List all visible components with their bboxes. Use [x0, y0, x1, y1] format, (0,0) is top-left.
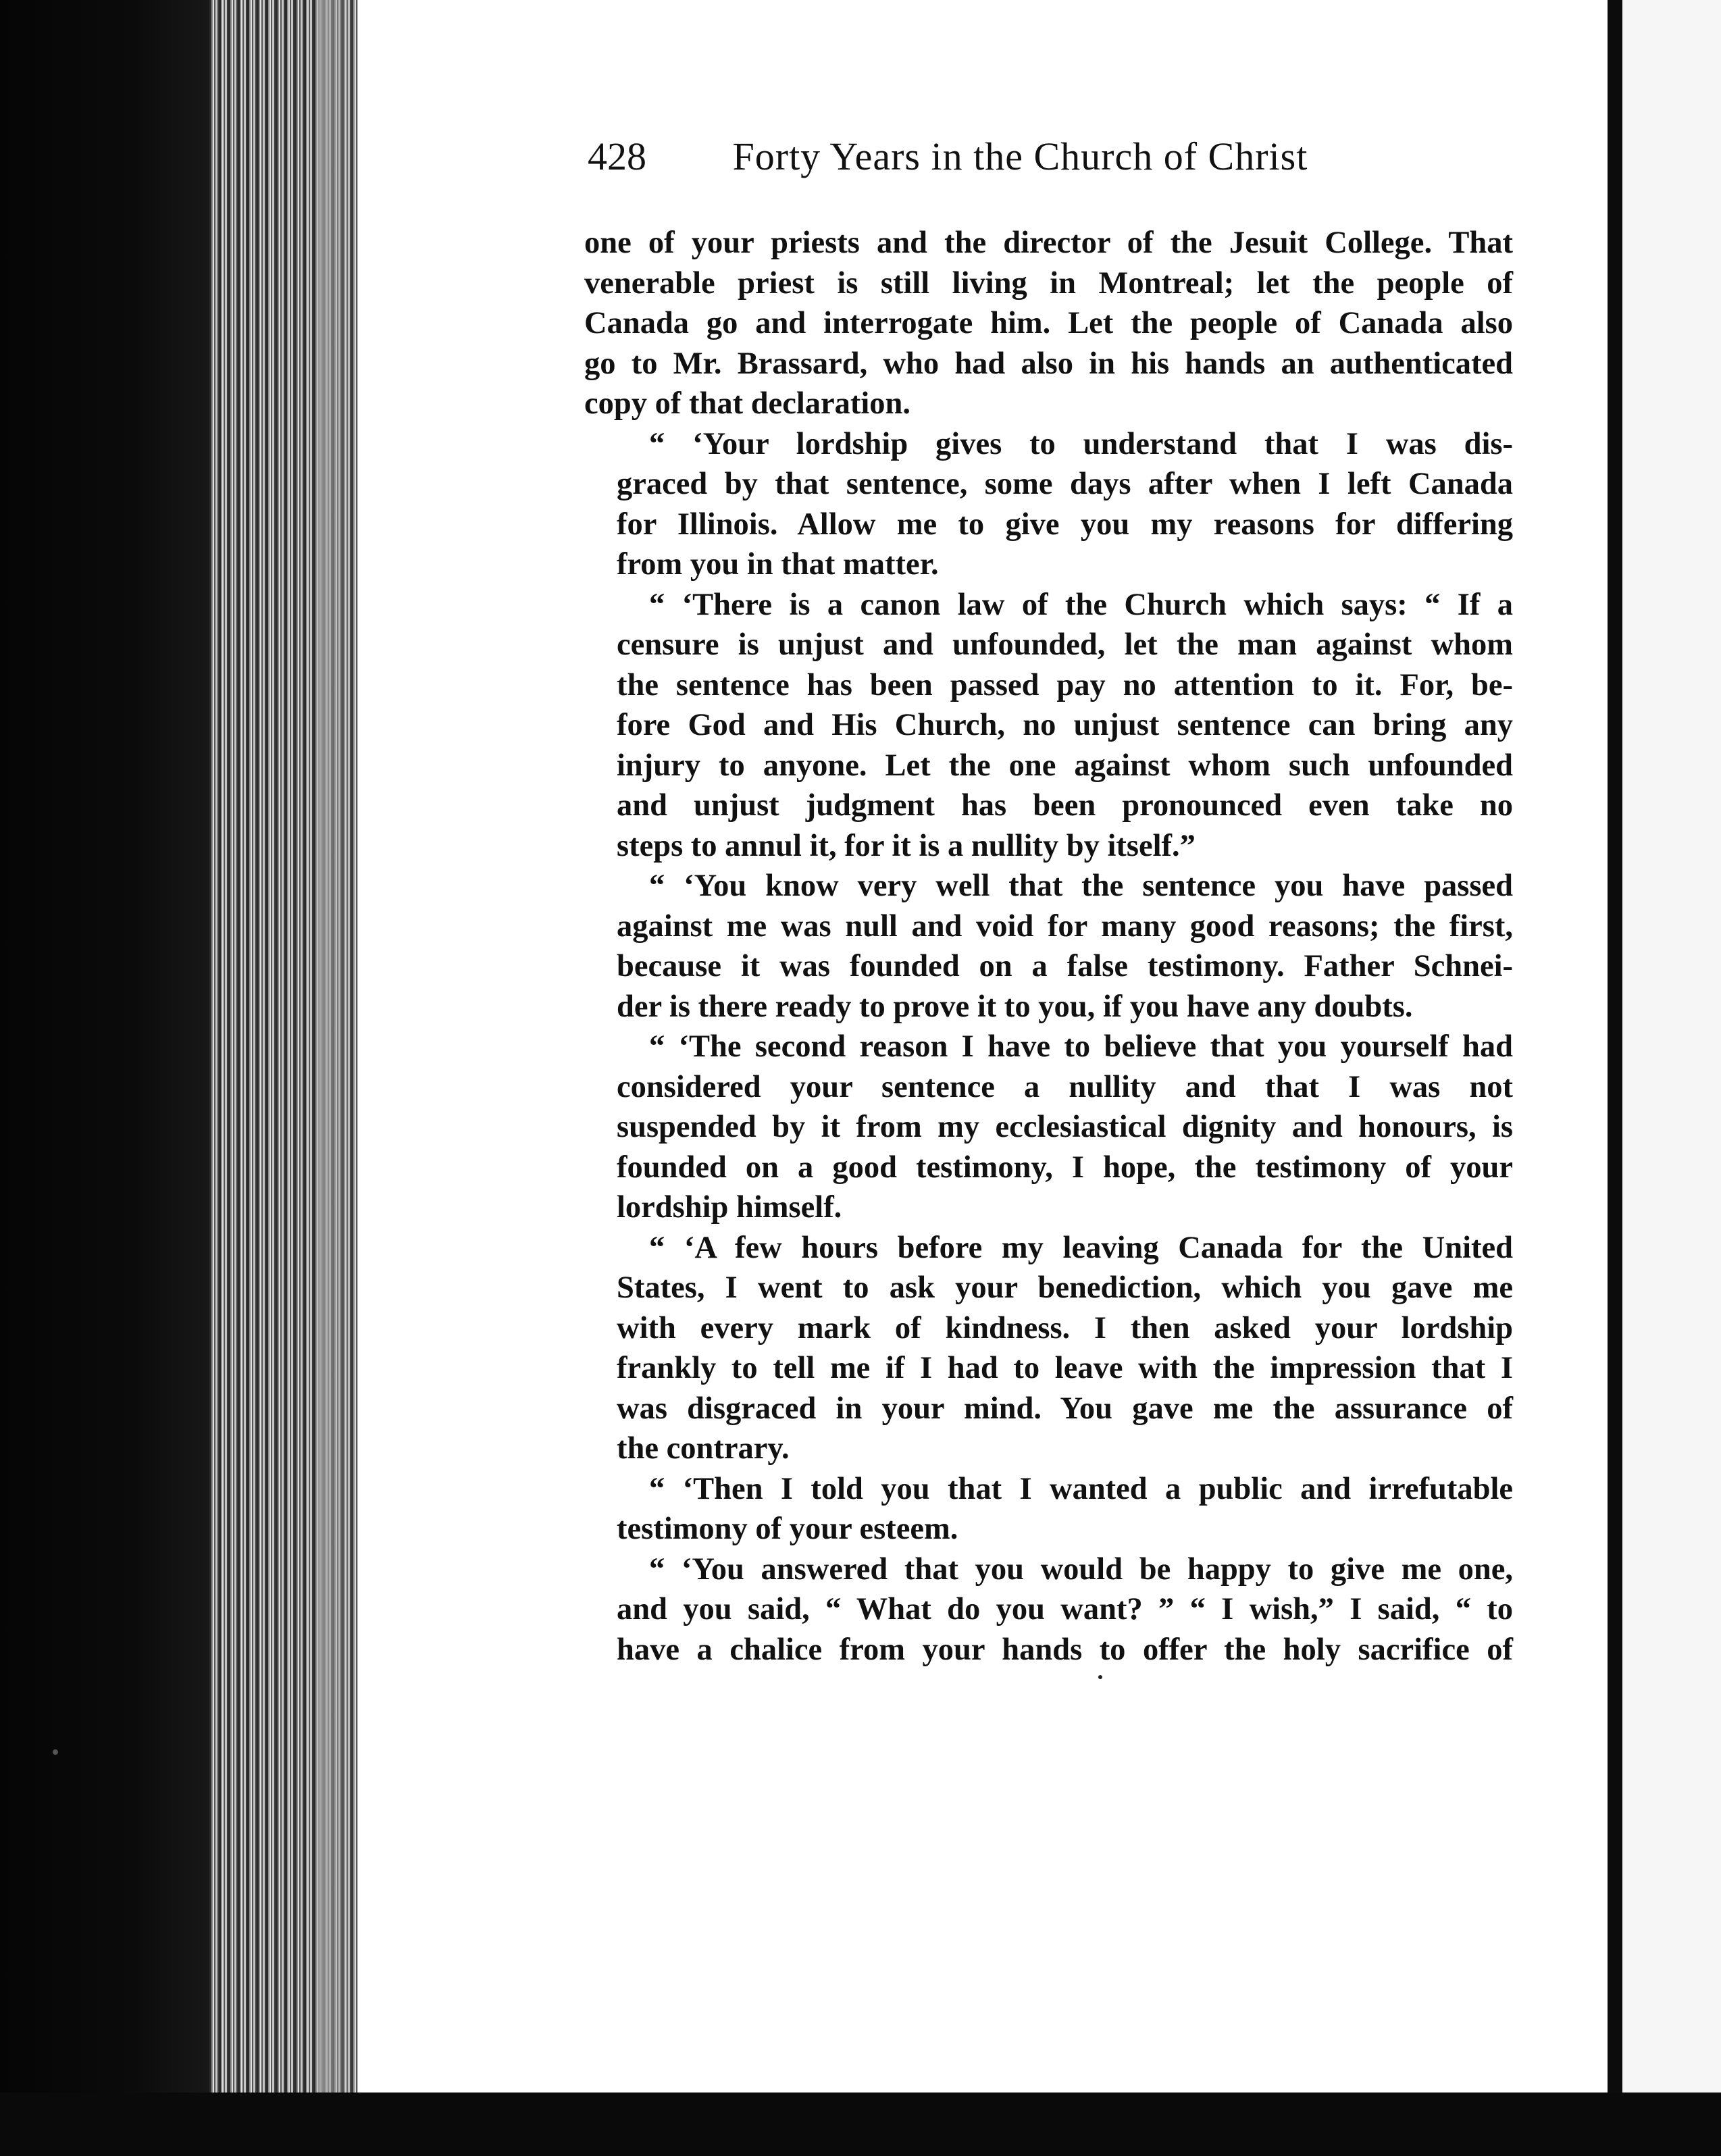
- text-line: from you in that matter.: [617, 547, 939, 582]
- text-line: against me was null and void for many good reasons; the first,: [617, 908, 1513, 944]
- text-line: the sentence has been passed pay no attention to it. For, be-: [617, 667, 1513, 702]
- text-line: censure is unjust and unfounded, let the man against whom: [617, 627, 1513, 662]
- text-line: “ ‘Your lordship gives to understand that I was dis-: [649, 426, 1513, 461]
- running-head: [588, 134, 1385, 188]
- text-line: and you said, “ What do you want? ” “ I wish,” I said, “ to: [617, 1592, 1513, 1626]
- text-line: “ ‘A few hours before my leaving Canada for the United: [649, 1230, 1513, 1265]
- text-line: for Illinois. Allow me to give you my reasons for differing: [617, 507, 1513, 542]
- page-number: 428: [588, 134, 646, 178]
- text-line: testimony of your esteem.: [617, 1512, 958, 1546]
- text-line: with every mark of kindness. I then asked your lordship: [617, 1310, 1513, 1345]
- page-edge-fade: [317, 0, 358, 2156]
- paragraph: [584, 1027, 1513, 1228]
- text-line: the contrary.: [617, 1431, 790, 1466]
- text-line: Canada go and interrogate him. Let the people of Canada also: [584, 306, 1513, 340]
- paragraph: [584, 866, 1513, 1027]
- text-line: graced by that sentence, some days after when I left Canada: [617, 467, 1513, 501]
- binding-shadow: [0, 0, 223, 2156]
- text-line: suspended by it from my ecclesiastical dignity and honours, is: [617, 1110, 1513, 1144]
- text-line: “ ‘There is a canon law of the Church which says: “ If a: [649, 587, 1513, 622]
- text-line: “ ‘You answered that you would be happy to give me one,: [649, 1551, 1513, 1587]
- paragraph: [584, 223, 1513, 424]
- text-line: States, I went to ask your benediction, which you gave me: [617, 1270, 1513, 1305]
- paragraph: [584, 1549, 1513, 1670]
- text-line: one of your priests and the director of the Jesuit College. That: [584, 226, 1513, 260]
- text-line: considered your sentence a nullity and that I was not: [617, 1069, 1513, 1104]
- text-line: venerable priest is still living in Montreal; let the people of: [584, 265, 1513, 301]
- paragraph: [584, 424, 1513, 585]
- paragraph: [584, 1228, 1513, 1469]
- text-line: der is there ready to prove it to you, if you have any doubts.: [617, 989, 1413, 1024]
- book-title: Forty Years in the Church of Christ: [732, 134, 1308, 178]
- text-line: “ ‘The second reason I have to believe that you yourself had: [649, 1029, 1513, 1064]
- scan-speck: [1098, 1675, 1102, 1679]
- text-line: have a chalice from your hands to offer the holy sacrifice of: [617, 1632, 1513, 1667]
- body-text: [584, 223, 1513, 1670]
- paragraph: [584, 585, 1513, 867]
- text-line: was disgraced in your mind. You gave me the assurance of: [617, 1391, 1513, 1426]
- text-line: because it was founded on a false testimony. Father Schnei-: [617, 949, 1513, 983]
- text-line: copy of that declaration.: [584, 386, 911, 421]
- text-line: go to Mr. Brassard, who had also in his hands an authenticated: [584, 346, 1513, 381]
- text-line: and unjust judgment has been pronounced even take no: [617, 788, 1513, 823]
- text-line: fore God and His Church, no unjust sentence can bring any: [617, 708, 1513, 742]
- text-line: lordship himself.: [617, 1190, 842, 1225]
- text-line: “ ‘Then I told you that I wanted a public and irrefutable: [649, 1471, 1513, 1506]
- text-line: founded on a good testimony, I hope, the testimony of your: [617, 1150, 1513, 1185]
- bottom-border: [0, 2093, 1721, 2156]
- scan-speck: [53, 1749, 58, 1755]
- text-line: injury to anyone. Let the one against whom such unfounded: [617, 748, 1513, 783]
- right-page-edge: [1608, 0, 1622, 2114]
- text-line: steps to annul it, for it is a nullity by itself.”: [617, 828, 1196, 863]
- right-margin: [1622, 0, 1721, 2156]
- text-line: frankly to tell me if I had to leave with the impression that I: [617, 1351, 1513, 1385]
- paragraph: [584, 1469, 1513, 1549]
- text-line: “ ‘You know very well that the sentence you have passed: [649, 869, 1513, 903]
